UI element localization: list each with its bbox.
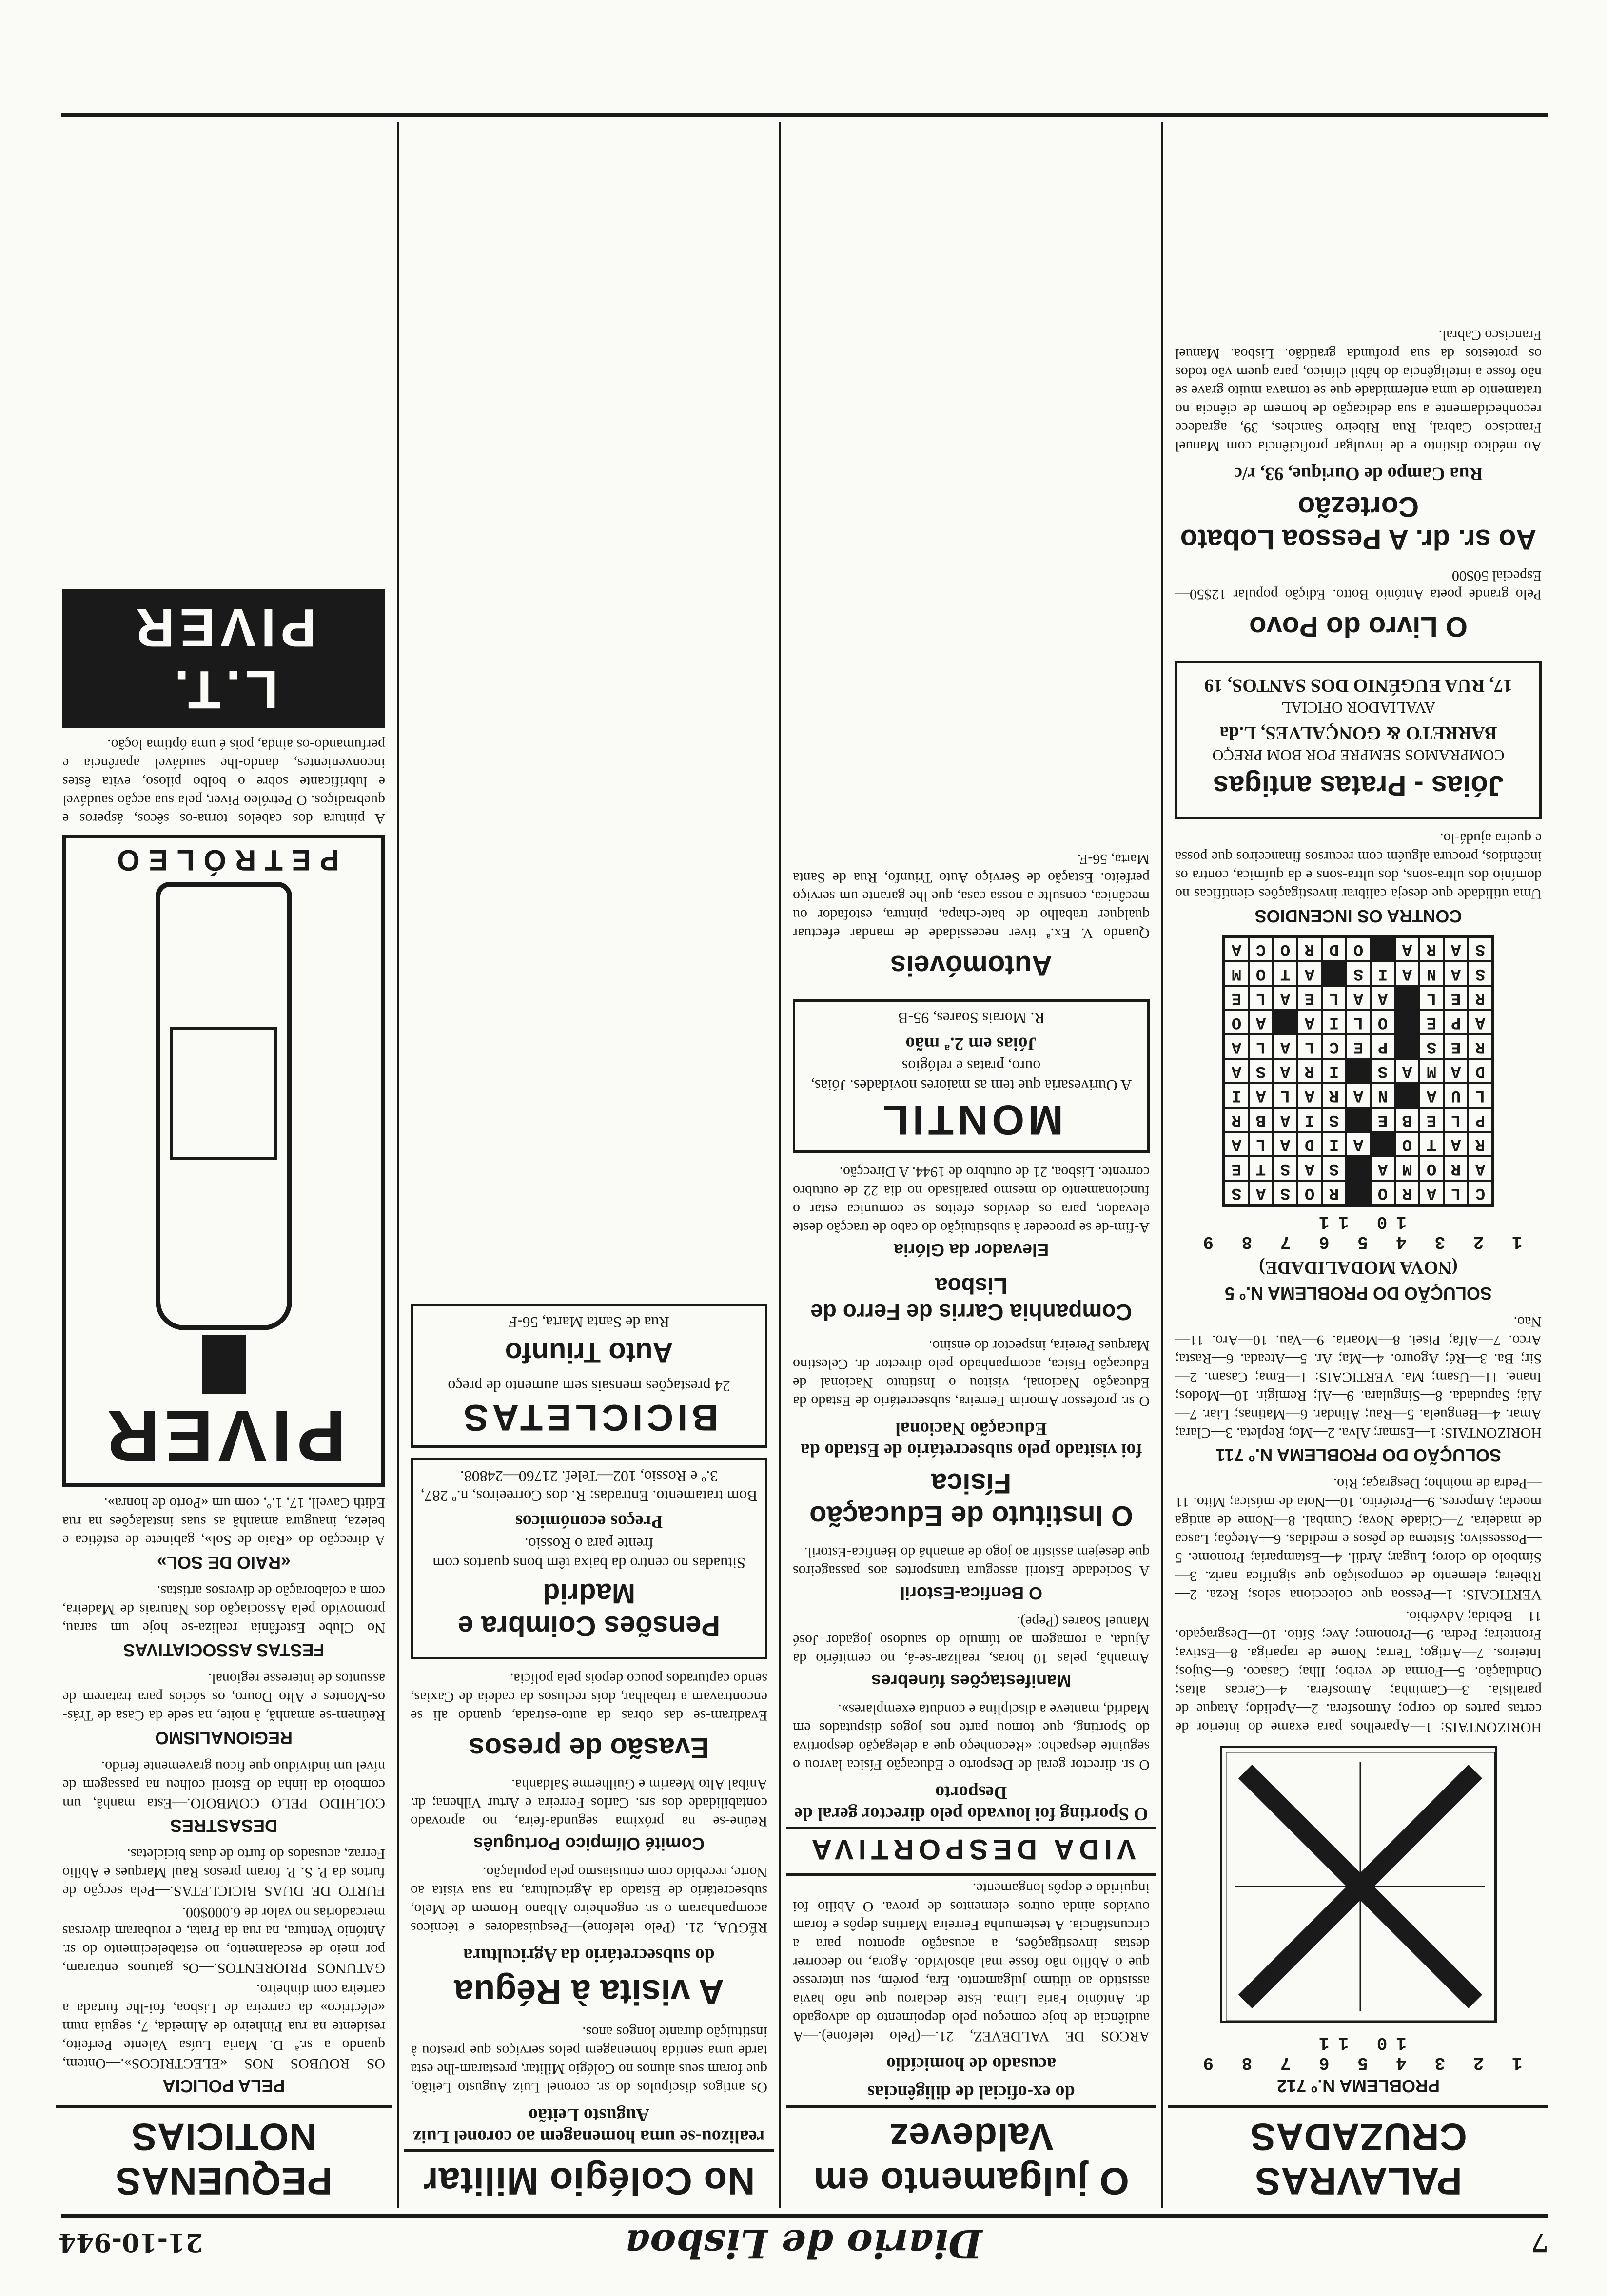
grid-cell: E: [1297, 986, 1322, 1010]
grid-cell: I: [1297, 1108, 1322, 1132]
grid-cell: E: [1444, 986, 1468, 1010]
grid-cell: O: [1371, 1010, 1395, 1034]
grid-cell: O: [1346, 937, 1371, 961]
grid-cell: A: [1297, 1156, 1322, 1181]
issue-date: 21-10-944: [59, 2227, 203, 2257]
grid-cell: A: [1444, 1132, 1468, 1156]
grid-cell: A: [1249, 1181, 1273, 1205]
grid-cell: L: [1444, 1181, 1468, 1205]
vida-desportiva-body: O sr. director geral de Desporto e Educação Física lavrou o seguinte despacho: «Reconheço que a delegação desportiva do Sporting, que tomou parte nos jogos disputados em Madrid, manteve a disciplina e conduta exemplares».: [793, 1701, 1150, 1773]
grid-cell: S: [1322, 1108, 1346, 1132]
grid-cell: A: [1419, 1181, 1444, 1205]
montil-title: MONTIL: [879, 1096, 1063, 1143]
solution-5-grid: [1222, 935, 1494, 1207]
grid-cell: A: [1346, 1083, 1371, 1108]
medico-address: Rua Campo de Ourique, 93, r/c: [1234, 464, 1483, 484]
grid-cell: A: [1273, 1034, 1297, 1059]
grid-cell: [1395, 1083, 1419, 1108]
olimpico-body: Reúne-se na próxima segunda-feira, no aprovado contabilidade dos srs. Carlos Ferreira e Artur Vilhena; dr. Aníbal Alto Mearim e Guilherme Saldanha.: [411, 1776, 767, 1829]
column-crosswords: [1168, 122, 1548, 2208]
desastres-body: COLHIDO PELO COMBOIO.—Esta manhã, um comboio da linha do Estoril colheu na passagem de nível um indivíduo que ficou gravemente ferido.: [62, 1758, 385, 1811]
grid-cell: [1371, 1132, 1395, 1156]
crossword-712-diagram: [1226, 1752, 1495, 2021]
grid-cell: A: [1273, 1059, 1297, 1083]
grid-cell: I: [1322, 1010, 1346, 1034]
grid-cell: A: [1273, 1132, 1297, 1156]
grid-cell: A: [1395, 1059, 1419, 1083]
grid-cell: O: [1273, 937, 1297, 961]
grid-cell: S: [1273, 1156, 1297, 1181]
grid-cell: M: [1224, 961, 1249, 986]
grid-cell: [1346, 1156, 1371, 1181]
grid-cell: P: [1444, 1010, 1468, 1034]
colegio-body: Os antigos discípulos do sr. coronel Luiz Augusto Leitão, que foram seus alunos no Colégio Militar, prestaram-lhe esta tarde uma sentida homenagem pelos serviços que prestou à instituição durante longos anos.: [411, 2024, 767, 2096]
grid-cell: A: [1249, 1010, 1273, 1034]
petroleo-label: PETRÓLEO: [108, 844, 340, 876]
educacao-body: O sr. professor Amorim Ferreira, subsecretário de Estado da Educação Nacional, visitou o Instituto Nacional de Educação Física, acompanhado pelo director dr. Celestino Marques Pereira, inspector do ensino.: [793, 1338, 1150, 1409]
solution-711-title: SOLUÇÃO DO PROBLEMA N.º 711: [1215, 1445, 1501, 1465]
grid-cell: S: [1346, 961, 1371, 986]
livro-body: Pelo grande poeta António Botto. Edição popular 12$50—Especial 50$00: [1175, 568, 1542, 603]
grid-cell: R: [1468, 986, 1492, 1010]
grid-cell: O: [1249, 961, 1273, 986]
grid-cell: T: [1249, 1156, 1273, 1181]
grid-cell: R: [1322, 1181, 1346, 1205]
grid-cell: I: [1322, 1132, 1346, 1156]
grid-cell: L: [1249, 986, 1273, 1010]
grid-cell: O: [1419, 1156, 1444, 1181]
grid-cell: E: [1224, 1156, 1249, 1181]
regionalismo-title: REGIONALISMO: [155, 1728, 293, 1748]
grid-cell: S: [1273, 1181, 1297, 1205]
grid-cell: L: [1322, 986, 1346, 1010]
bicicletas-title: BICICLETAS: [459, 1397, 719, 1438]
piver-ad: [62, 835, 385, 1487]
newspaper-title: Diario de Lisboa: [625, 2221, 982, 2267]
grid-cell: [1273, 1010, 1297, 1034]
grid-cell: T: [1419, 1132, 1444, 1156]
solution-711: HORIZONTAIS: 1—Esmar; Alva. 2—Mo; Repleta. 3—Clara; Amar. 4—Benguela. 5—Rau; Alindar. 6—Matinas; Liar. 7—Alá; Sapudada. 8—Singulara. 9—Al; Remigir. 10—Modos; Inane. 11—Usam; Ma. VERTICAIS: 1—Ema; Casam. 2—Sir; Ba. 3—Ré; Agouro. 4—Ma; Ar. 5—Ateada. 6—Rasta; Arco. 7—Alfa; Pisei. 8—Moaria. 9—Vau. 10—Aro. 11—Nao.: [1175, 1314, 1542, 1441]
horizontais-712: HORIZONTAIS: 1—Aparelhos para exame do interior de certas partes do corpo; Atmosfera. 2—Apelido; Ataque de paralisia. 3—Caminha; Atmosfera. 4—Cercas altas; Ondulação. 5—Forma de verbo; Ilha; Casaco. 6—Sujos; Inteiros. 7—Artigo; Terra; Nome de rapariga. 8—Estiva; Fronteira; Pedra. 9—Pronome; Ave; Sítio. 10—Desgraçado. 11—Bebida; Advérbio.: [1175, 1608, 1542, 1735]
grid-cell: M: [1419, 1059, 1444, 1083]
noticias-body3: FURTO DE DUAS BICICLETAS.—Pela secção de furtos da P. S. P. foram presos Raul Marques e Abílio Ferraz, acusados do furto de duas bicicletas.: [62, 1846, 385, 1899]
incendios-body: Uma utilidade que deseja calibrar investigações científicas no domínio dos ultra-sons, dos ultra-sons e da química, contra os incêndios, procura alguém com recursos financeiros que possa e queira ajudá-lo.: [1175, 830, 1542, 902]
grid-cell: S: [1322, 1156, 1346, 1181]
grid-cell: A: [1444, 1059, 1468, 1083]
grid-cell: A: [1371, 986, 1395, 1010]
grid-cell: A: [1395, 961, 1419, 986]
column-valdevez: [786, 122, 1156, 2208]
livro-title: O Livro do Povo: [1249, 611, 1468, 642]
medico-body: Ao médico distinto e de invulgar proficiência com Manuel Francisco Cabral, Rua Ribeiro Sanches, 39, agradece reconhecidamente a sua dedicação de homem de ciência no tratamento de uma enfermidade que se tornava muito grave se não fosse a inteligência do hábil clínico, para quem vão todos os protestos da sua profunda gratidão. Lisboa. Manuel Francisco Cabral.: [1175, 327, 1542, 454]
verticais-712: VERTICAIS: 1—Pessoa que colecciona selos; Reza. 2—Ribeira; elemento de composição que significa nariz. 3—Símbolo do cloro; Lugar; Ardil. 4—Estamparia; Pronome. 5—Possessivo; Sistema de pêsos e medidas. 6—Ateçôa; Lasca de madeira. 7—Cidade Nova; Cumbal. 8—Nome de antiga moeda; Amperes. 9—Pretérito. 10—Nota de música; Mito. 11—Pedra de moinho; Desgraça; Rio.: [1175, 1476, 1542, 1603]
grid-cell: L: [1419, 986, 1444, 1010]
carris-body: A-fim-de se proceder à substituição do cabo de tracção deste elevador, para os devidos efeitos se comunica estar o funcionamento do mesmo paralisado no dia 22 de outubro corrente. Lisboa, 21 de outubro de 1944. A Direcção.: [793, 1164, 1150, 1236]
page-number: 7: [1530, 2227, 1548, 2257]
grid-cell: R: [1297, 937, 1322, 961]
joias-line1: COMPRAMOS SEMPRE POR BOM PREÇO: [1212, 747, 1505, 764]
grid-cell: [1395, 986, 1419, 1010]
joias-line2: BARRETO & GONÇALVES, L.da: [1219, 723, 1497, 743]
raio-body: A direcção do «Raio de Sol», gabinete de estética e beleza, inaugura amanhã as suas instalações na rua Edith Cavell, 17, 1.º, com um «Porto de honra».: [62, 1495, 385, 1548]
bottle-label-icon: [170, 1027, 277, 1160]
top-rule: [61, 2214, 1548, 2218]
grid-cell: A: [1297, 1083, 1322, 1108]
carris-title: Companhia Carris de Ferro de Lisboa: [810, 1273, 1132, 1325]
grid-cell: A: [1224, 937, 1249, 961]
grid-cell: N: [1371, 1083, 1395, 1108]
pensoes-title: Pensões Coimbra e Madrid: [457, 1577, 721, 1642]
regua-body: RÉGUA, 21. (Pelo telefone)—Pesquisadores e técnicos acompanharam o sr. engenheiro Albano Homem de Melo, subsecretário de Estado da Agricultura, na sua visita ao Norte, recebido com entusiasmo pela população.: [411, 1864, 767, 1936]
grid-cell: E: [1444, 1034, 1468, 1059]
grid-cell: R: [1395, 1181, 1419, 1205]
benfica-title: O Benfica-Estoril: [900, 1583, 1043, 1603]
grid-cell: A: [1273, 986, 1297, 1010]
grid-cell: R: [1444, 1156, 1468, 1181]
noticias-body1: OS ROUBOS NOS «ELECTRICOS».—Ontem, quando a sr.ª D. Maria Luísa Valente Perfeito, residente na rua Pinheiro de Almeida, 7, seguia num «eléctrico» da carreira de Lisboa, foi-lhe furtada a carteira com dinheiro.: [62, 1982, 385, 2072]
regionalismo-body: Reúnem-se amanhã, à noite, na sede da Casa de Trás-os-Montes e Alto Douro, os sócios para tratarem de assuntos de interesse regional.: [62, 1671, 385, 1724]
grid-cell: N: [1419, 961, 1444, 986]
joias-line4: 17, RUA EUGÉNIO DOS SANTOS, 19: [1204, 675, 1512, 696]
grid-cell: L: [1346, 1010, 1371, 1034]
piver-brand: PIVER: [101, 1395, 346, 1477]
grid-cell: E: [1346, 1034, 1371, 1059]
grid-cell: A: [1273, 1108, 1297, 1132]
vida-desportiva-title: VIDA DESPORTIVA: [786, 1827, 1156, 1876]
grid-cell: S: [1468, 937, 1492, 961]
montil-address: R. Morais Soares, 95-B: [898, 1010, 1045, 1027]
grid-cell: S: [1224, 1181, 1249, 1205]
grid-cell: A: [1224, 1034, 1249, 1059]
grid-cell: [1346, 1108, 1371, 1132]
grid-cell: R: [1322, 1083, 1346, 1108]
grid-cell: R: [1468, 1132, 1492, 1156]
valdevez-title: O julgamento em Valdevez: [786, 2105, 1156, 2208]
carris-sub: Elevador da Glória: [893, 1240, 1049, 1260]
crosswords-title: PALAVRAS CRUZADAS: [1168, 2105, 1548, 2208]
bicicletas-body: 24 prestações mensais sem aumento de preço: [448, 1378, 730, 1395]
grid-column-numbers: 1 2 3 4 5 6 7 8 9 10 11: [1194, 2033, 1523, 2073]
joias-line3: AVALIADOR OFICIAL: [1281, 699, 1436, 717]
grid-cell: R: [1297, 1059, 1322, 1083]
grid-cell: A: [1444, 961, 1468, 986]
grid-cell: T: [1273, 961, 1297, 986]
grid-cell: U: [1444, 1083, 1468, 1108]
grid-cell: L: [1297, 1034, 1322, 1059]
grid-cell: I: [1224, 1083, 1249, 1108]
grid-cell: D: [1468, 1059, 1492, 1083]
grid-cell: O: [1224, 1010, 1249, 1034]
benfica-body: A Sociedade Estoril assegura transportes aos passageiros que desejem assistir ao jogo de amanhã do Benfica-Estoril.: [793, 1544, 1150, 1579]
raio-title: «RAIO DE SOL»: [157, 1553, 291, 1573]
montil-ad: [793, 999, 1150, 1153]
solution-grid-numbers: 1 2 3 4 5 6 7 8 9 10 11: [1194, 1212, 1523, 1252]
grid-cell: B: [1395, 1108, 1419, 1132]
column-colegio-militar: [404, 122, 774, 2208]
automoveis-body: Quando V. Ex.ª tiver necessidade de mandar efectuar qualquer trabalho de bate-chapa, pintura, estofador ou mecânica, consulte a nossa casa, que lhe garante um serviço perfeito. Estação de Serviço Auto Triunfo, Rua de Santa Marta, 56-F.: [793, 851, 1150, 941]
automoveis-title: Automóveis: [890, 950, 1052, 981]
montil-line: Jóias em 2.ª mão: [905, 1033, 1037, 1054]
grid-cell: E: [1371, 1108, 1395, 1132]
column-divider-3: [397, 122, 399, 2208]
grid-cell: A: [1468, 1010, 1492, 1034]
grid-cell: E: [1224, 986, 1249, 1010]
grid-cell: B: [1249, 1108, 1273, 1132]
grid-cell: [1346, 1181, 1371, 1205]
valdevez-sub1: do ex-oficial de diligências: [867, 2082, 1075, 2102]
noticias-body2: GATUNOS PRIORENTOS.—Os gatunos entraram, por meio de escalamento, no estabelecimento do sr. António Ventura, na rua da Prata, e roubaram diversas mercadorias no valor de 6.000$00.: [62, 1905, 385, 1976]
valdevez-body: ARCOS DE VALDEVEZ, 21.—(Pelo telefone).—A audiência de hoje começou pelo depoimento do advogado dr. António Faria Lima. Este declarou que não havia assistido ao último julgamento. Era, porém, seu interesse que o Abílio não fosse mal absolvido. Agora, no decorrer destas investigações, a acusação apontou para a circunstância. A testemunha Ferreira Martins depôs e foram ouvidos ainda outros elementos de prova. O Abílio foi inquirido e depôs longamente.: [793, 1880, 1150, 2044]
grid-cell: S: [1249, 1059, 1273, 1083]
grid-cell: R: [1224, 1108, 1249, 1132]
vida-desportiva-sub: O Sporting foi louvado pelo director geral de Desporto: [794, 1782, 1148, 1824]
medico-title: Ao sr. dr. A Pessoa Lobato Cortezão: [1180, 491, 1537, 555]
masthead: [29, 2223, 1578, 2267]
grid-cell: L: [1249, 1132, 1273, 1156]
grid-cell: [1322, 961, 1346, 986]
pensoes-body: Situadas no centro da baixa têm bons quartos com frente para o Rossio.: [432, 1535, 745, 1572]
bottle-cap-icon: [202, 1335, 246, 1394]
grid-cell: D: [1297, 1132, 1322, 1156]
grid-cell: A: [1249, 1083, 1273, 1108]
grid-cell: L: [1249, 1034, 1273, 1059]
grid-cell: A: [1224, 1132, 1249, 1156]
noticias-title: PEQUENAS NOTICIAS: [56, 2105, 392, 2208]
colegio-sub: realizou-se uma homenagem ao coronel Luiz Augusto Leitão: [413, 2105, 765, 2147]
grid-cell: [1395, 1010, 1419, 1034]
grid-cell: S: [1419, 1034, 1444, 1059]
festas-body: No Clube Estefânia realiza-se hoje um sarau, promovido pela Associação dos Naturais de Madeira, com a colaboração de diversos artistas.: [62, 1583, 385, 1636]
regua-sub: do subsecretário da Agricultura: [463, 1945, 715, 1965]
regua-title: A visita à Régua: [454, 1972, 724, 2011]
grid-cell: P: [1468, 1108, 1492, 1132]
grid-cell: A: [1297, 1010, 1322, 1034]
grid-cell: D: [1322, 937, 1346, 961]
grid-cell: L: [1468, 1083, 1492, 1108]
bicicletas-address: Rua de Santa Marta, 56-F: [509, 1314, 669, 1331]
bicicletas-ad: [411, 1304, 767, 1448]
pensoes-line: Preços económicos: [515, 1511, 663, 1532]
grid-cell: I: [1322, 1059, 1346, 1083]
colegio-title: No Colégio Militar: [404, 2149, 774, 2208]
grid-cell: L: [1444, 1108, 1468, 1132]
incendios-title: CONTRA OS INCENDIOS: [1254, 906, 1462, 926]
pensoes-ad: [411, 1458, 767, 1659]
bottom-rule: [61, 113, 1548, 117]
column-pequenas-noticias: [56, 122, 392, 2208]
manifestacoes-title: Manifestações fúnebres: [871, 1671, 1072, 1691]
olimpico-title: Comité Olímpico Português: [473, 1834, 705, 1854]
grid-cell: S: [1371, 1059, 1395, 1083]
grid-cell: O: [1395, 1132, 1419, 1156]
grid-cell: O: [1371, 1181, 1395, 1205]
piver-body: A pintura dos cabelos torna-os sêcos, ásperos e quebradiços. O Petróleo Piver, pela sua acção saudável e lubrificante sobre o bolbo piloso, evita êstes inconvenientes, dando-lhe saudável aparência e perfumando-os ainda, pois é uma óptima loção.: [62, 737, 385, 827]
grid-cell: E: [1419, 1108, 1444, 1132]
educacao-title: O Instituto de Educação Física: [809, 1467, 1133, 1532]
grid-cell: A: [1395, 937, 1419, 961]
grid-cell: P: [1371, 1034, 1395, 1059]
grid-cell: [1395, 1034, 1419, 1059]
joias-ad: [1175, 661, 1542, 819]
grid-cell: A: [1224, 1059, 1249, 1083]
bottle-icon: [156, 882, 292, 1330]
grid-cell: A: [1346, 986, 1371, 1010]
grid-cell: O: [1297, 1181, 1322, 1205]
grid-cell: A: [1297, 961, 1322, 986]
grid-cell: L: [1273, 1083, 1297, 1108]
grid-cell: [1371, 937, 1395, 961]
grid-cell: A: [1346, 1132, 1371, 1156]
valdevez-sub2: acusado de homicídio: [886, 2054, 1057, 2074]
grid-cell: C: [1468, 1181, 1492, 1205]
solution-5-title: SOLUÇÃO DO PROBLEMA N.º 5: [1225, 1284, 1492, 1304]
crossword-712-grid: [1220, 1746, 1497, 2023]
evasao-title: Evasão de presos: [469, 1732, 709, 1764]
festas-title: FESTAS ASSOCIATIVAS: [123, 1640, 325, 1660]
problem-712-title: PROBLEMA N.º 712: [1277, 2076, 1440, 2096]
grid-cell: [1346, 1059, 1371, 1083]
joias-title: Jóias - Pratas antigas: [1213, 770, 1504, 801]
grid-cell: E: [1419, 1010, 1444, 1034]
evasao-body: Evadiram-se das obras da auto-estrada, quando ali se encontravam a trabalhar, dois reclusos da cadeia de Caxias, sendo capturados pouco depois pela polícia.: [411, 1671, 767, 1724]
grid-cell: M: [1395, 1156, 1419, 1181]
grid-cell: R: [1419, 937, 1444, 961]
grid-cell: C: [1249, 937, 1273, 961]
montil-body: A Ourivesaria que tem as maiores novidades. Jóias, ouro, pratas e relógios: [810, 1057, 1132, 1094]
pensoes-address: Bom tratamento. Entradas: R. dos Correeiros, n.º 287, 3.º e Rossio, 102—Telef. 21760—24808.: [420, 1468, 758, 1505]
grid-cell: C: [1322, 1034, 1346, 1059]
grid-cell: R: [1468, 1034, 1492, 1059]
column-divider-1: [1161, 122, 1163, 2208]
solution-5-subtitle: (NOVA MODALIDADE): [1259, 1257, 1458, 1278]
grid-cell: A: [1371, 1156, 1395, 1181]
grid-cell: A: [1444, 937, 1468, 961]
noticias-sub: PELA POLICIA: [162, 2076, 285, 2096]
desastres-title: DESASTRES: [170, 1816, 278, 1836]
bicicletas-shop: Auto Triunfo: [505, 1337, 673, 1368]
manifestacoes-body: Amanhã, pelas 10 horas, realizar-se-á, no cemitério da Ajuda, a romagem ao túmulo do saudoso jogador José Manuel Soares (Pepe).: [793, 1614, 1150, 1667]
educacao-sub: foi visitado pelo subsecretário de Estado da Educação Nacional: [800, 1419, 1142, 1460]
grid-cell: S: [1468, 961, 1492, 986]
column-divider-2: [779, 122, 781, 2208]
grid-cell: A: [1468, 1156, 1492, 1181]
lt-piver-logo: L.T. PIVER: [62, 589, 385, 728]
grid-cell: I: [1371, 961, 1395, 986]
grid-cell: A: [1419, 1083, 1444, 1108]
